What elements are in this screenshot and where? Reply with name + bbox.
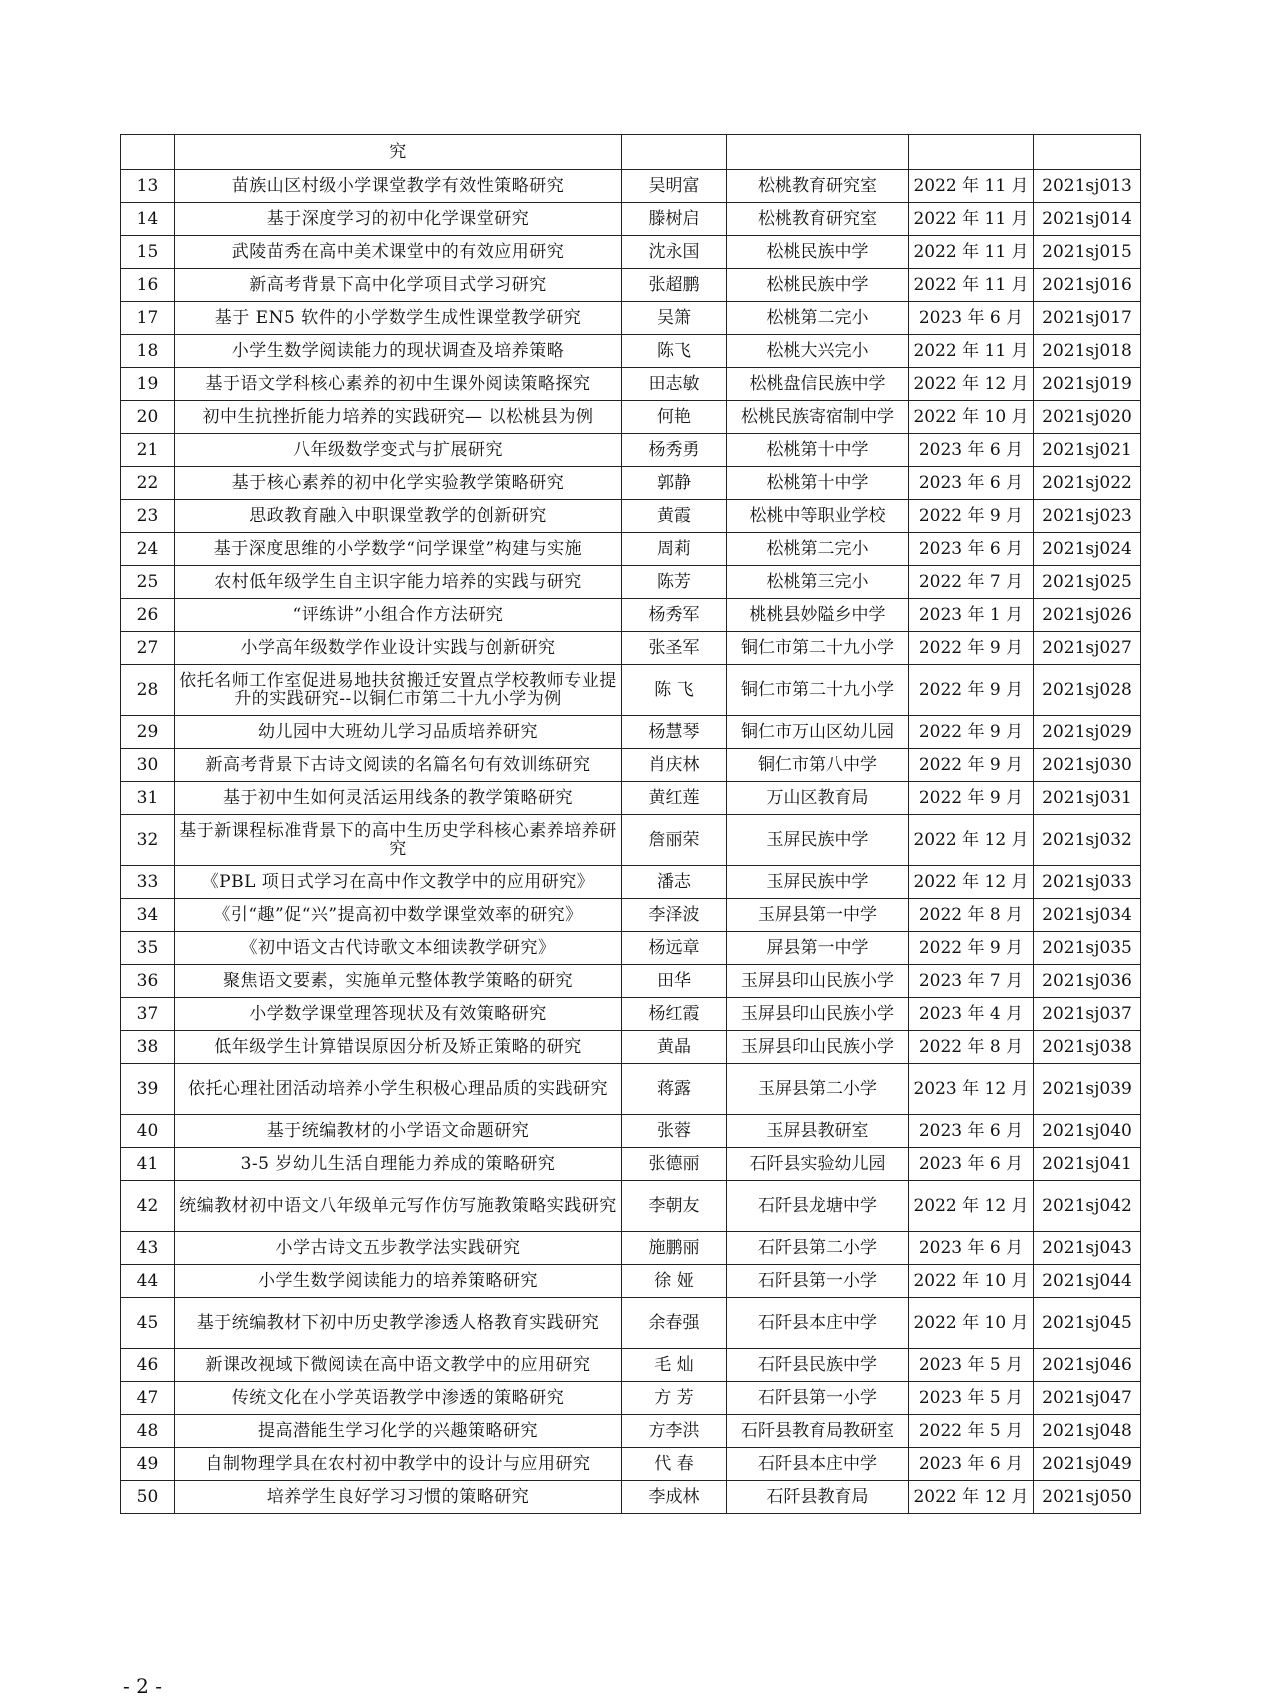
row-number-cell: 15 xyxy=(121,236,175,269)
completion-date-cell: 2022 年 9 月 xyxy=(909,932,1034,965)
completion-date-cell: 2022 年 12 月 xyxy=(909,866,1034,899)
completion-date-cell: 2023 年 1 月 xyxy=(909,599,1034,632)
project-code-cell: 2021sj020 xyxy=(1034,401,1141,434)
school-cell: 石阡县教育局教研室 xyxy=(727,1415,909,1448)
school-cell: 松桃第三完小 xyxy=(727,566,909,599)
researcher-cell: 方 芳 xyxy=(622,1382,727,1415)
table-row xyxy=(121,1181,1141,1232)
completion-date-cell: 2022 年 9 月 xyxy=(909,749,1034,782)
table-row xyxy=(121,368,1141,401)
table-row xyxy=(121,1298,1141,1349)
researcher-cell: 张圣军 xyxy=(622,632,727,665)
project-title-cell: 基于统编教材的小学语文命题研究 xyxy=(175,1115,622,1148)
project-code-cell: 2021sj037 xyxy=(1034,998,1141,1031)
table-row xyxy=(121,135,1141,170)
school-cell: 石阡县教育局 xyxy=(727,1481,909,1514)
researcher-cell: 田志敏 xyxy=(622,368,727,401)
completion-date-cell: 2022 年 11 月 xyxy=(909,170,1034,203)
project-title-cell: 培养学生良好学习习惯的策略研究 xyxy=(175,1481,622,1514)
project-code-cell: 2021sj027 xyxy=(1034,632,1141,665)
project-code-cell: 2021sj031 xyxy=(1034,782,1141,815)
project-title-cell: 基于深度学习的初中化学课堂研究 xyxy=(175,203,622,236)
row-number-cell: 33 xyxy=(121,866,175,899)
project-code-cell: 2021sj023 xyxy=(1034,500,1141,533)
school-cell: 松桃教育研究室 xyxy=(727,203,909,236)
project-code-cell: 2021sj041 xyxy=(1034,1148,1141,1181)
completion-date-cell: 2022 年 10 月 xyxy=(909,1265,1034,1298)
completion-date-cell: 2022 年 11 月 xyxy=(909,236,1034,269)
project-code-cell: 2021sj029 xyxy=(1034,716,1141,749)
school-cell: 玉屏民族中学 xyxy=(727,866,909,899)
row-number-cell: 29 xyxy=(121,716,175,749)
row-number-cell: 22 xyxy=(121,467,175,500)
completion-date-cell: 2022 年 11 月 xyxy=(909,335,1034,368)
completion-date-cell: 2022 年 10 月 xyxy=(909,401,1034,434)
school-cell: 松桃第十中学 xyxy=(727,434,909,467)
completion-date-cell: 2023 年 6 月 xyxy=(909,1448,1034,1481)
completion-date-cell: 2022 年 12 月 xyxy=(909,1181,1034,1232)
school-cell: 松桃第二完小 xyxy=(727,533,909,566)
project-title-cell: 小学高年级数学作业设计实践与创新研究 xyxy=(175,632,622,665)
school-cell: 铜仁市第二十九小学 xyxy=(727,665,909,716)
completion-date-cell: 2023 年 6 月 xyxy=(909,467,1034,500)
researcher-cell xyxy=(622,135,727,170)
project-title-cell: 统编教材初中语文八年级单元写作仿写施教策略实践研究 xyxy=(175,1181,622,1232)
researcher-cell: 徐 娅 xyxy=(622,1265,727,1298)
completion-date-cell: 2022 年 9 月 xyxy=(909,500,1034,533)
school-cell: 玉屏县印山民族小学 xyxy=(727,965,909,998)
table-row xyxy=(121,599,1141,632)
table-row xyxy=(121,269,1141,302)
completion-date-cell: 2022 年 12 月 xyxy=(909,368,1034,401)
row-number-cell: 49 xyxy=(121,1448,175,1481)
researcher-cell: 黄红莲 xyxy=(622,782,727,815)
project-code-cell: 2021sj015 xyxy=(1034,236,1141,269)
project-code-cell: 2021sj035 xyxy=(1034,932,1141,965)
row-number-cell: 35 xyxy=(121,932,175,965)
table-row xyxy=(121,1064,1141,1115)
project-title-cell: 低年级学生计算错误原因分析及矫正策略的研究 xyxy=(175,1031,622,1064)
project-title-cell: 基于统编教材下初中历史教学渗透人格教育实践研究 xyxy=(175,1298,622,1349)
researcher-cell: 余春强 xyxy=(622,1298,727,1349)
school-cell: 松桃民族寄宿制中学 xyxy=(727,401,909,434)
table-row xyxy=(121,500,1141,533)
row-number-cell: 37 xyxy=(121,998,175,1031)
project-code-cell: 2021sj044 xyxy=(1034,1265,1141,1298)
table-row xyxy=(121,401,1141,434)
project-title-cell: 《PBL 项日式学习在高中作文教学中的应用研究》 xyxy=(175,866,622,899)
project-code-cell: 2021sj013 xyxy=(1034,170,1141,203)
school-cell: 玉屏县第一中学 xyxy=(727,899,909,932)
completion-date-cell: 2023 年 5 月 xyxy=(909,1382,1034,1415)
project-title-cell: 幼儿园中大班幼儿学习品质培养研究 xyxy=(175,716,622,749)
completion-date-cell: 2023 年 7 月 xyxy=(909,965,1034,998)
project-code-cell: 2021sj050 xyxy=(1034,1481,1141,1514)
project-code-cell: 2021sj034 xyxy=(1034,899,1141,932)
row-number-cell: 25 xyxy=(121,566,175,599)
table-row xyxy=(121,749,1141,782)
project-code-cell: 2021sj047 xyxy=(1034,1382,1141,1415)
table-row xyxy=(121,467,1141,500)
researcher-cell: 周莉 xyxy=(622,533,727,566)
completion-date-cell xyxy=(909,135,1034,170)
school-cell: 松桃民族中学 xyxy=(727,269,909,302)
row-number-cell: 38 xyxy=(121,1031,175,1064)
researcher-cell: 毛 灿 xyxy=(622,1349,727,1382)
researcher-cell: 李成林 xyxy=(622,1481,727,1514)
table-row xyxy=(121,998,1141,1031)
project-title-cell: 3-5 岁幼儿生活自理能力养成的策略研究 xyxy=(175,1148,622,1181)
table-row xyxy=(121,815,1141,866)
row-number-cell: 46 xyxy=(121,1349,175,1382)
row-number-cell: 43 xyxy=(121,1232,175,1265)
project-title-cell: 苗族山区村级小学课堂教学有效性策略研究 xyxy=(175,170,622,203)
researcher-cell: 田华 xyxy=(622,965,727,998)
table-row xyxy=(121,302,1141,335)
researcher-cell: 肖庆林 xyxy=(622,749,727,782)
school-cell: 铜仁市第八中学 xyxy=(727,749,909,782)
project-title-cell: 基于语文学科核心素养的初中生课外阅读策略探究 xyxy=(175,368,622,401)
page-number: - 2 - xyxy=(123,1674,162,1698)
row-number-cell: 40 xyxy=(121,1115,175,1148)
project-code-cell: 2021sj038 xyxy=(1034,1031,1141,1064)
row-number-cell: 32 xyxy=(121,815,175,866)
table-row xyxy=(121,170,1141,203)
school-cell: 屏县第一中学 xyxy=(727,932,909,965)
school-cell: 石阡县第二小学 xyxy=(727,1232,909,1265)
row-number-cell: 45 xyxy=(121,1298,175,1349)
project-title-cell: 初中生抗挫折能力培养的实践研究— 以松桃县为例 xyxy=(175,401,622,434)
completion-date-cell: 2022 年 5 月 xyxy=(909,1415,1034,1448)
school-cell: 万山区教育局 xyxy=(727,782,909,815)
table-row xyxy=(121,716,1141,749)
school-cell: 铜仁市第二十九小学 xyxy=(727,632,909,665)
completion-date-cell: 2022 年 11 月 xyxy=(909,269,1034,302)
completion-date-cell: 2022 年 9 月 xyxy=(909,632,1034,665)
table-row xyxy=(121,1349,1141,1382)
school-cell: 松桃第十中学 xyxy=(727,467,909,500)
school-cell xyxy=(727,135,909,170)
project-code-cell: 2021sj036 xyxy=(1034,965,1141,998)
completion-date-cell: 2023 年 6 月 xyxy=(909,434,1034,467)
school-cell: 玉屏县印山民族小学 xyxy=(727,998,909,1031)
project-code-cell: 2021sj043 xyxy=(1034,1232,1141,1265)
completion-date-cell: 2023 年 6 月 xyxy=(909,533,1034,566)
table-row xyxy=(121,1148,1141,1181)
project-code-cell: 2021sj040 xyxy=(1034,1115,1141,1148)
project-code-cell: 2021sj046 xyxy=(1034,1349,1141,1382)
project-code-cell: 2021sj024 xyxy=(1034,533,1141,566)
completion-date-cell: 2023 年 6 月 xyxy=(909,1115,1034,1148)
row-number-cell: 14 xyxy=(121,203,175,236)
project-title-cell: 小学古诗文五步教学法实践研究 xyxy=(175,1232,622,1265)
project-code-cell: 2021sj019 xyxy=(1034,368,1141,401)
row-number-cell: 24 xyxy=(121,533,175,566)
school-cell: 石阡县第一小学 xyxy=(727,1265,909,1298)
row-number-cell: 36 xyxy=(121,965,175,998)
row-number-cell: 13 xyxy=(121,170,175,203)
project-title-cell: 究 xyxy=(175,135,622,170)
researcher-cell: 杨慧琴 xyxy=(622,716,727,749)
project-title-cell: 小学生数学阅读能力的现状调查及培养策略 xyxy=(175,335,622,368)
row-number-cell: 47 xyxy=(121,1382,175,1415)
row-number-cell: 16 xyxy=(121,269,175,302)
table-row xyxy=(121,1382,1141,1415)
researcher-cell: 吴箫 xyxy=(622,302,727,335)
researcher-cell: 李泽波 xyxy=(622,899,727,932)
table-row xyxy=(121,1031,1141,1064)
researcher-cell: 李朝友 xyxy=(622,1181,727,1232)
school-cell: 石阡县本庄中学 xyxy=(727,1298,909,1349)
project-code-cell: 2021sj026 xyxy=(1034,599,1141,632)
project-code-cell: 2021sj032 xyxy=(1034,815,1141,866)
table-row xyxy=(121,335,1141,368)
completion-date-cell: 2022 年 9 月 xyxy=(909,665,1034,716)
row-number-cell: 48 xyxy=(121,1415,175,1448)
table-row xyxy=(121,866,1141,899)
researcher-cell: 黄晶 xyxy=(622,1031,727,1064)
researcher-cell: 黄霞 xyxy=(622,500,727,533)
researcher-cell: 张德丽 xyxy=(622,1148,727,1181)
project-code-cell: 2021sj039 xyxy=(1034,1064,1141,1115)
project-title-cell: 小学数学课堂理答现状及有效策略研究 xyxy=(175,998,622,1031)
project-title-cell: 思政教育融入中职课堂教学的创新研究 xyxy=(175,500,622,533)
researcher-cell: 张超鹏 xyxy=(622,269,727,302)
researcher-cell: 陈芳 xyxy=(622,566,727,599)
project-title-cell: 基于初中生如何灵活运用线条的教学策略研究 xyxy=(175,782,622,815)
school-cell: 松桃第二完小 xyxy=(727,302,909,335)
table-row xyxy=(121,899,1141,932)
researcher-cell: 蒋露 xyxy=(622,1064,727,1115)
project-title-cell: 聚焦语文要素，实施单元整体教学策略的研究 xyxy=(175,965,622,998)
researcher-cell: 杨秀勇 xyxy=(622,434,727,467)
project-code-cell: 2021sj016 xyxy=(1034,269,1141,302)
project-code-cell: 2021sj045 xyxy=(1034,1298,1141,1349)
researcher-cell: 潘志 xyxy=(622,866,727,899)
project-code-cell: 2021sj048 xyxy=(1034,1415,1141,1448)
completion-date-cell: 2022 年 9 月 xyxy=(909,782,1034,815)
table-row xyxy=(121,1415,1141,1448)
table-row xyxy=(121,236,1141,269)
row-number-cell: 18 xyxy=(121,335,175,368)
school-cell: 铜仁市万山区幼儿园 xyxy=(727,716,909,749)
table-row xyxy=(121,434,1141,467)
researcher-cell: 杨红霞 xyxy=(622,998,727,1031)
researcher-cell: 陈 飞 xyxy=(622,665,727,716)
project-title-cell: 农村低年级学生自主识字能力培养的实践与研究 xyxy=(175,566,622,599)
completion-date-cell: 2022 年 7 月 xyxy=(909,566,1034,599)
table-row xyxy=(121,782,1141,815)
row-number-cell: 30 xyxy=(121,749,175,782)
school-cell: 松桃教育研究室 xyxy=(727,170,909,203)
project-title-cell: 提高潜能生学习化学的兴趣策略研究 xyxy=(175,1415,622,1448)
project-title-cell: 《初中语文古代诗歌文本细读教学研究》 xyxy=(175,932,622,965)
project-title-cell: 新高考背景下古诗文阅读的名篇名句有效训练研究 xyxy=(175,749,622,782)
table-row xyxy=(121,1481,1141,1514)
project-title-cell: 基于 EN5 软件的小学数学生成性课堂教学研究 xyxy=(175,302,622,335)
project-code-cell: 2021sj028 xyxy=(1034,665,1141,716)
researcher-cell: 杨远章 xyxy=(622,932,727,965)
table-row xyxy=(121,1232,1141,1265)
project-title-cell: 小学生数学阅读能力的培养策略研究 xyxy=(175,1265,622,1298)
completion-date-cell: 2023 年 12 月 xyxy=(909,1064,1034,1115)
project-title-cell: 依托名师工作室促进易地扶贫搬迁安置点学校教师专业提升的实践研究--以铜仁市第二十九小学为例 xyxy=(175,665,622,716)
researcher-cell: 吴明富 xyxy=(622,170,727,203)
project-table xyxy=(120,134,1141,1514)
table-row xyxy=(121,965,1141,998)
project-title-cell: 八年级数学变式与扩展研究 xyxy=(175,434,622,467)
project-code-cell: 2021sj022 xyxy=(1034,467,1141,500)
completion-date-cell: 2022 年 9 月 xyxy=(909,716,1034,749)
project-title-cell: 新高考背景下高中化学项目式学习研究 xyxy=(175,269,622,302)
completion-date-cell: 2023 年 6 月 xyxy=(909,302,1034,335)
project-code-cell: 2021sj030 xyxy=(1034,749,1141,782)
school-cell: 玉屏民族中学 xyxy=(727,815,909,866)
project-title-cell: 《引“趣”促“兴”提高初中数学课堂效率的研究》 xyxy=(175,899,622,932)
table-row xyxy=(121,932,1141,965)
row-number-cell: 21 xyxy=(121,434,175,467)
project-code-cell: 2021sj018 xyxy=(1034,335,1141,368)
row-number-cell: 26 xyxy=(121,599,175,632)
row-number-cell xyxy=(121,135,175,170)
school-cell: 石阡县民族中学 xyxy=(727,1349,909,1382)
row-number-cell: 42 xyxy=(121,1181,175,1232)
project-code-cell: 2021sj033 xyxy=(1034,866,1141,899)
completion-date-cell: 2022 年 11 月 xyxy=(909,203,1034,236)
project-code-cell: 2021sj025 xyxy=(1034,566,1141,599)
row-number-cell: 39 xyxy=(121,1064,175,1115)
researcher-cell: 施鹏丽 xyxy=(622,1232,727,1265)
table-row xyxy=(121,1265,1141,1298)
project-code-cell: 2021sj049 xyxy=(1034,1448,1141,1481)
school-cell: 石阡县第一小学 xyxy=(727,1382,909,1415)
project-code-cell: 2021sj042 xyxy=(1034,1181,1141,1232)
school-cell: 石阡县本庄中学 xyxy=(727,1448,909,1481)
school-cell: 松桃大兴完小 xyxy=(727,335,909,368)
row-number-cell: 23 xyxy=(121,500,175,533)
completion-date-cell: 2023 年 4 月 xyxy=(909,998,1034,1031)
researcher-cell: 代 春 xyxy=(622,1448,727,1481)
table-row xyxy=(121,632,1141,665)
school-cell: 松桃中等职业学校 xyxy=(727,500,909,533)
project-code-cell: 2021sj014 xyxy=(1034,203,1141,236)
completion-date-cell: 2022 年 8 月 xyxy=(909,1031,1034,1064)
school-cell: 石阡县龙塘中学 xyxy=(727,1181,909,1232)
row-number-cell: 28 xyxy=(121,665,175,716)
row-number-cell: 20 xyxy=(121,401,175,434)
project-title-cell: 自制物理学具在农村初中教学中的设计与应用研究 xyxy=(175,1448,622,1481)
project-code-cell: 2021sj021 xyxy=(1034,434,1141,467)
school-cell: 松桃民族中学 xyxy=(727,236,909,269)
row-number-cell: 19 xyxy=(121,368,175,401)
row-number-cell: 41 xyxy=(121,1148,175,1181)
school-cell: 玉屏县第二小学 xyxy=(727,1064,909,1115)
project-code-cell: 2021sj017 xyxy=(1034,302,1141,335)
researcher-cell: 陈飞 xyxy=(622,335,727,368)
researcher-cell: 郭静 xyxy=(622,467,727,500)
table-row xyxy=(121,566,1141,599)
row-number-cell: 27 xyxy=(121,632,175,665)
row-number-cell: 50 xyxy=(121,1481,175,1514)
completion-date-cell: 2022 年 10 月 xyxy=(909,1298,1034,1349)
school-cell: 桃桃县妙隘乡中学 xyxy=(727,599,909,632)
researcher-cell: 方李洪 xyxy=(622,1415,727,1448)
project-title-cell: 依托心理社团活动培养小学生积极心理品质的实践研究 xyxy=(175,1064,622,1115)
school-cell: 松桃盘信民族中学 xyxy=(727,368,909,401)
researcher-cell: 张蓉 xyxy=(622,1115,727,1148)
row-number-cell: 34 xyxy=(121,899,175,932)
researcher-cell: 沈永国 xyxy=(622,236,727,269)
table-row xyxy=(121,203,1141,236)
completion-date-cell: 2022 年 12 月 xyxy=(909,815,1034,866)
project-title-cell: 武陵苗秀在高中美术课堂中的有效应用研究 xyxy=(175,236,622,269)
school-cell: 石阡县实验幼儿园 xyxy=(727,1148,909,1181)
completion-date-cell: 2023 年 6 月 xyxy=(909,1148,1034,1181)
row-number-cell: 17 xyxy=(121,302,175,335)
completion-date-cell: 2023 年 5 月 xyxy=(909,1349,1034,1382)
table-row xyxy=(121,533,1141,566)
table-row xyxy=(121,1448,1141,1481)
researcher-cell: 何艳 xyxy=(622,401,727,434)
table-row xyxy=(121,1115,1141,1148)
table-row xyxy=(121,665,1141,716)
researcher-cell: 杨秀军 xyxy=(622,599,727,632)
project-title-cell: 新课改视域下微阅读在高中语文教学中的应用研究 xyxy=(175,1349,622,1382)
school-cell: 玉屏县教研室 xyxy=(727,1115,909,1148)
school-cell: 玉屏县印山民族小学 xyxy=(727,1031,909,1064)
completion-date-cell: 2023 年 6 月 xyxy=(909,1232,1034,1265)
researcher-cell: 滕树启 xyxy=(622,203,727,236)
row-number-cell: 44 xyxy=(121,1265,175,1298)
project-title-cell: “评练讲”小组合作方法研究 xyxy=(175,599,622,632)
completion-date-cell: 2022 年 12 月 xyxy=(909,1481,1034,1514)
project-title-cell: 基于新课程标准背景下的高中生历史学科核心素养培养研究 xyxy=(175,815,622,866)
project-code-cell xyxy=(1034,135,1141,170)
researcher-cell: 詹丽荣 xyxy=(622,815,727,866)
project-title-cell: 基于深度思维的小学数学“问学课堂”构建与实施 xyxy=(175,533,622,566)
completion-date-cell: 2022 年 8 月 xyxy=(909,899,1034,932)
row-number-cell: 31 xyxy=(121,782,175,815)
project-title-cell: 基于核心素养的初中化学实验教学策略研究 xyxy=(175,467,622,500)
project-title-cell: 传统文化在小学英语教学中渗透的策略研究 xyxy=(175,1382,622,1415)
